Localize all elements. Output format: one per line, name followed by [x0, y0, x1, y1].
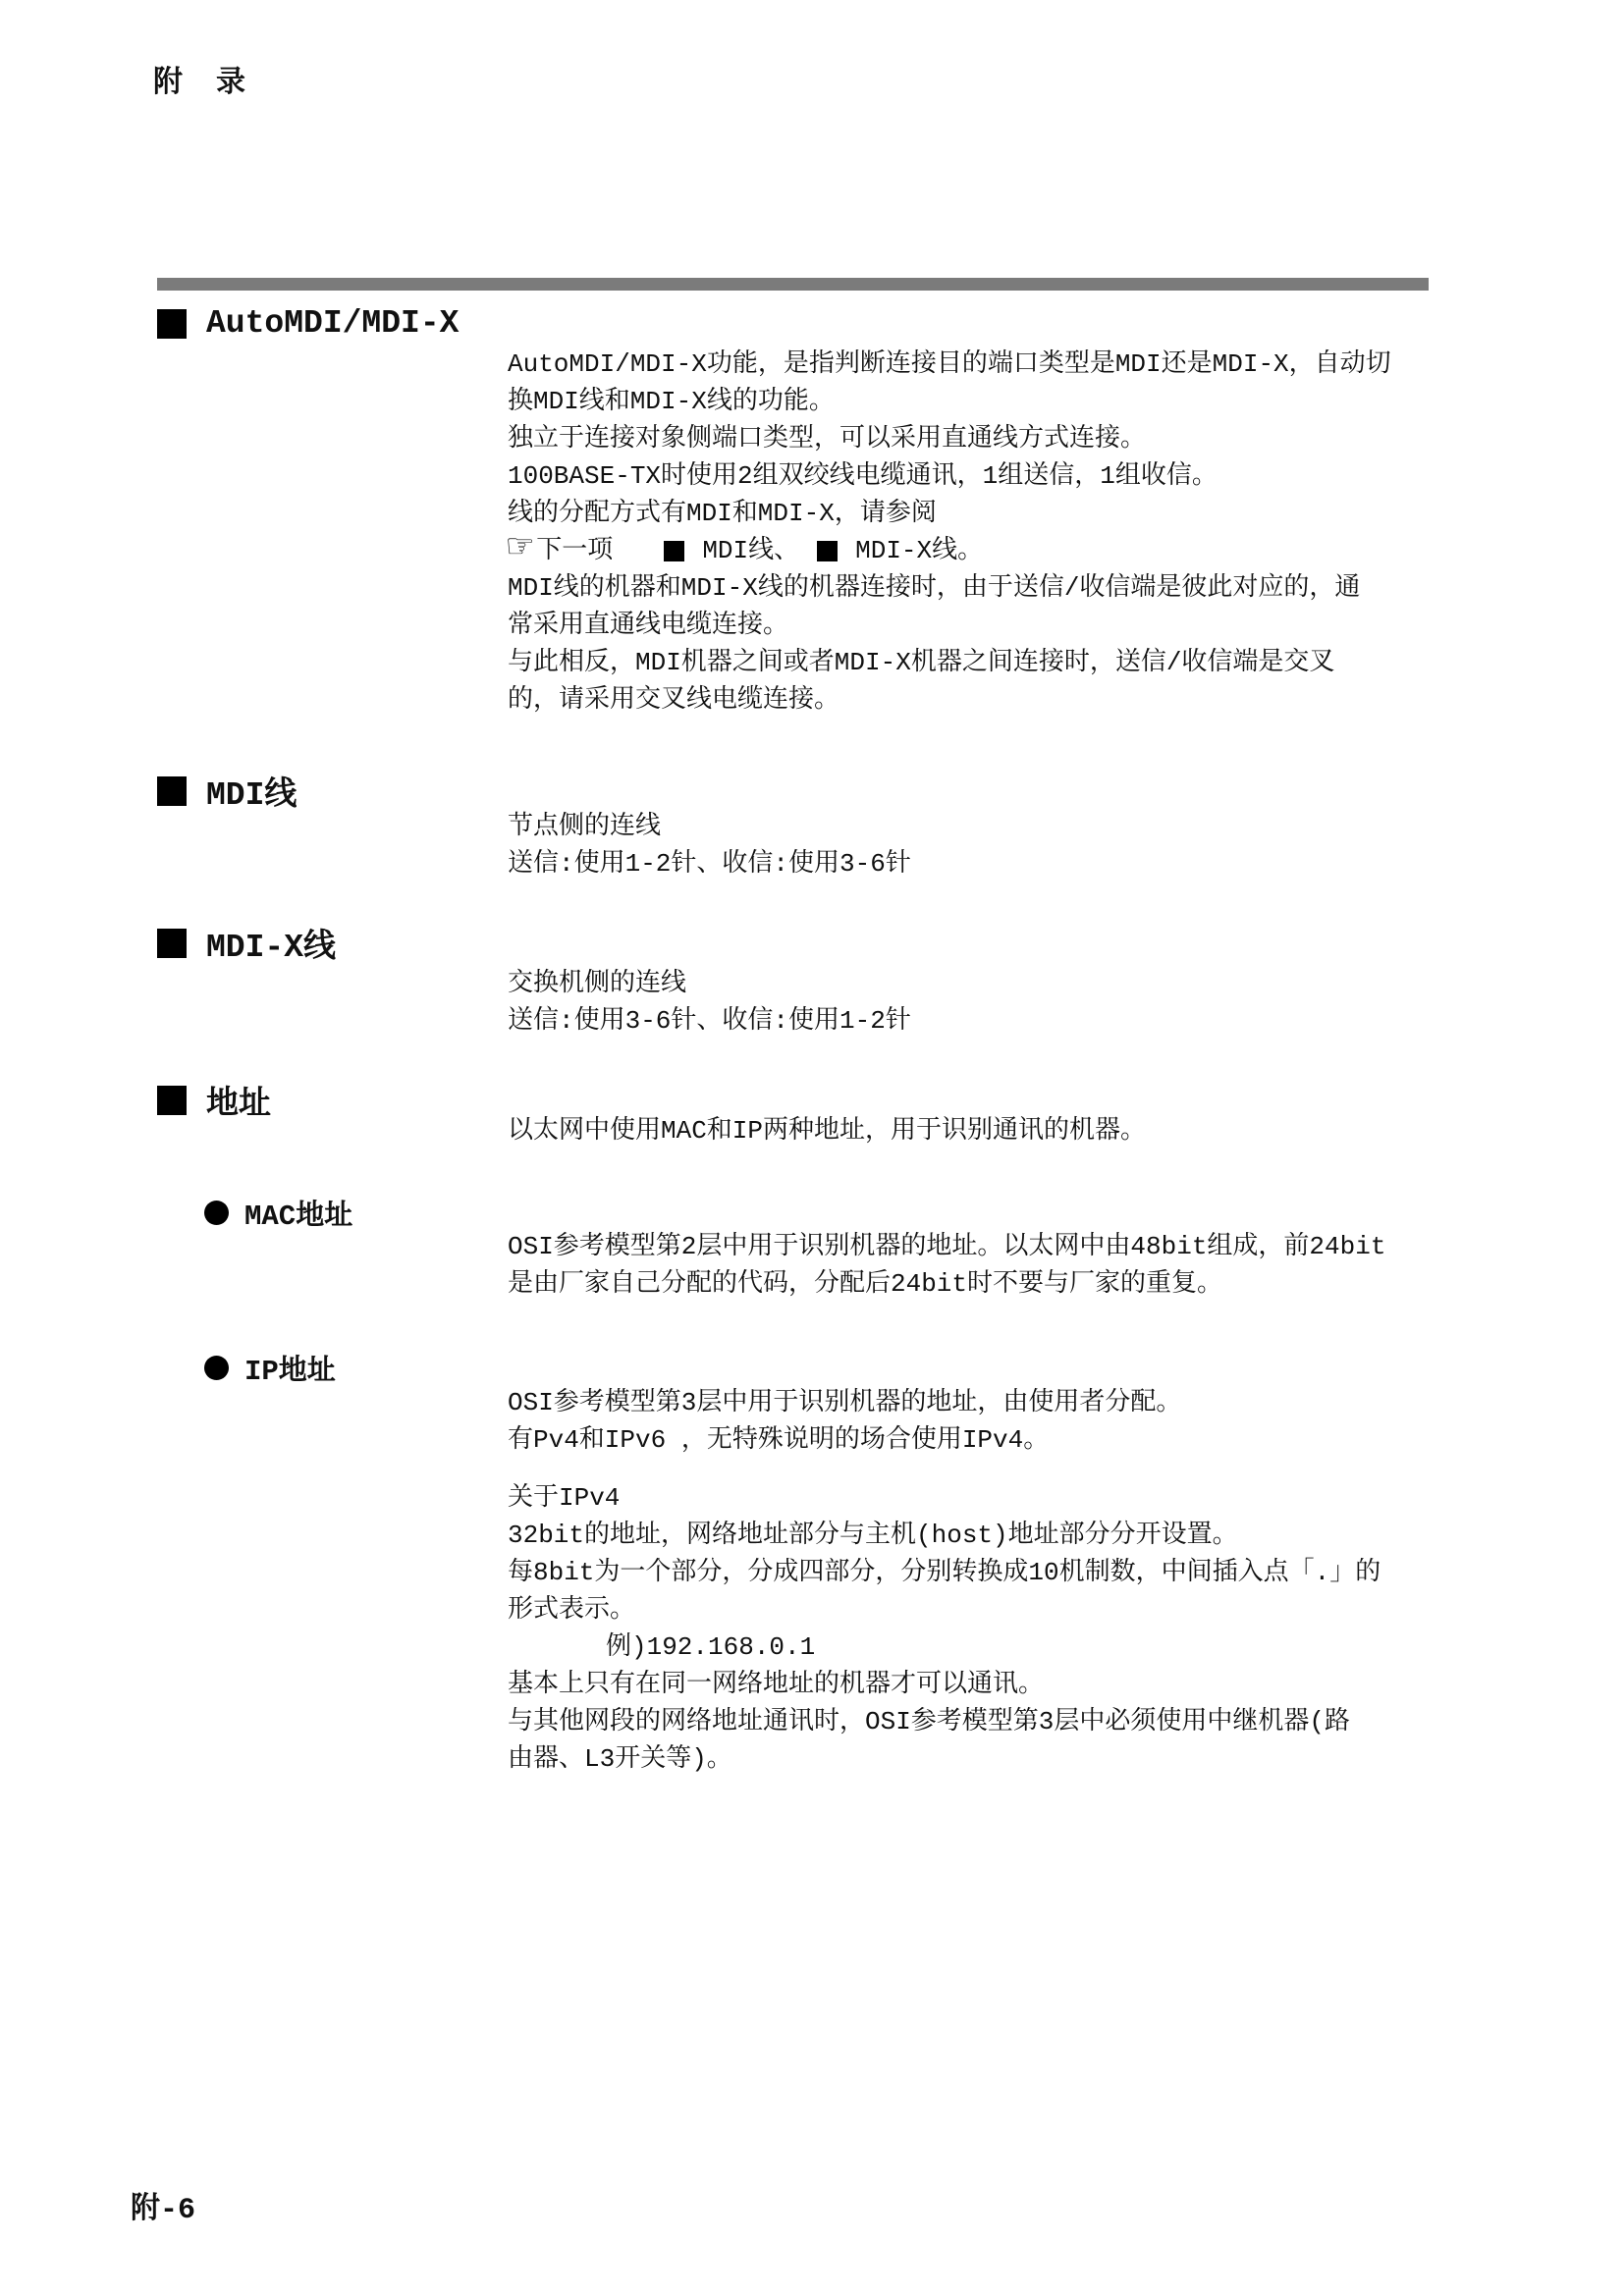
automdi-body: [508, 346, 1391, 719]
body-text-line: 关于IPv4: [508, 1483, 621, 1513]
square-bullet-icon: [817, 541, 838, 561]
body-text-line: 送信:使用1-2针、收信:使用3-6针: [508, 849, 911, 879]
subsection-title: MAC地址: [244, 1201, 353, 1233]
section-heading-automdi: [157, 305, 459, 342]
subsection-heading-mac: [204, 1193, 352, 1233]
body-text-line: 与此相反，MDI机器之间或者MDI-X机器之间连接时，送信/收信端是交叉: [508, 648, 1335, 677]
square-bullet-icon: [664, 541, 684, 561]
section-heading-mdi: [157, 768, 297, 814]
section-heading-mdix: [157, 920, 336, 966]
ip-body-1: [508, 1384, 1181, 1459]
body-text-line: 基本上只有在同一网络地址的机器才可以通讯。: [508, 1670, 1045, 1699]
section-title: 地址: [206, 1087, 271, 1123]
square-bullet-icon: [157, 929, 187, 958]
reference-item: MDI-X线。: [855, 536, 984, 565]
body-text-line: 与其他网段的网络地址通讯时，OSI参考模型第3层中必须使用中继机器(路: [508, 1707, 1351, 1736]
section-title: MDI线: [206, 777, 298, 814]
section-title: AutoMDI/MDI-X: [206, 305, 460, 342]
circle-bullet-icon: [204, 1356, 229, 1380]
section-divider-bar: [157, 278, 1429, 291]
subsection-title: IP地址: [244, 1356, 336, 1388]
section-heading-address: [157, 1077, 271, 1123]
reference-item: MDI线、: [702, 536, 800, 565]
body-text-line: 换MDI线和MDI-X线的功能。: [508, 387, 835, 416]
body-text-line: 32bit的地址，网络地址部分与主机(host)地址部分分开设置。: [508, 1521, 1238, 1550]
body-text-line: OSI参考模型第2层中用于识别机器的地址。以太网中由48bit组成，前24bit: [508, 1232, 1386, 1261]
page-header: 附 录: [153, 68, 247, 101]
mac-body: [508, 1228, 1385, 1303]
body-text-line: 节点侧的连线: [508, 812, 662, 841]
square-bullet-icon: [157, 776, 187, 806]
body-text-line: 每8bit为一个部分，分成四部分，分别转换成10机制数，中间插入点「.」的: [508, 1558, 1381, 1587]
page-number: 附-6: [131, 2194, 196, 2227]
example-line: 例)192.168.0.1: [606, 1632, 816, 1662]
body-text-line: 的，请采用交叉线电缆连接。: [508, 685, 840, 715]
pointing-hand-icon: ☞: [508, 525, 533, 572]
body-text-line: 以太网中使用MAC和IP两种地址，用于识别通讯的机器。: [508, 1116, 1147, 1146]
body-text-line: 由器、L3开关等)。: [508, 1744, 732, 1774]
body-text-line: OSI参考模型第3层中用于识别机器的地址，由使用者分配。: [508, 1388, 1182, 1417]
address-body: [508, 1112, 1146, 1149]
section-title: MDI-X线: [206, 930, 337, 966]
mdix-body: [508, 965, 911, 1040]
square-bullet-icon: [157, 309, 187, 339]
body-text-line: AutoMDI/MDI-X功能，是指判断连接目的端口类型是MDI还是MDI-X，自动切: [508, 349, 1391, 379]
ip-body-2: [508, 1479, 1380, 1778]
body-text-line: 线的分配方式有MDI和MDI-X，请参阅: [508, 499, 937, 528]
subsection-heading-ip: [204, 1348, 336, 1388]
body-text-line: 有Pv4和IPv6 ，无特殊说明的场合使用IPv4。: [508, 1425, 1050, 1455]
body-text-line: 形式表示。: [508, 1595, 636, 1625]
mdi-body: [508, 808, 911, 882]
body-text-line: 常采用直通线电缆连接。: [508, 611, 789, 640]
reference-line: [508, 525, 1391, 572]
body-text-line: 交换机侧的连线: [508, 969, 687, 998]
body-text-line: 独立于连接对象侧端口类型，可以采用直通线方式连接。: [508, 424, 1147, 454]
body-text-line: 是由厂家自己分配的代码，分配后24bit时不要与厂家的重复。: [508, 1269, 1223, 1299]
reference-label: 下一项: [536, 536, 614, 565]
body-text-line: MDI线的机器和MDI-X线的机器连接时，由于送信/收信端是彼此对应的，通: [508, 573, 1361, 603]
body-text-line: 送信:使用3-6针、收信:使用1-2针: [508, 1006, 911, 1036]
square-bullet-icon: [157, 1086, 187, 1115]
circle-bullet-icon: [204, 1201, 229, 1225]
body-text-line: 100BASE-TX时使用2组双绞线电缆通讯，1组送信，1组收信。: [508, 461, 1218, 491]
